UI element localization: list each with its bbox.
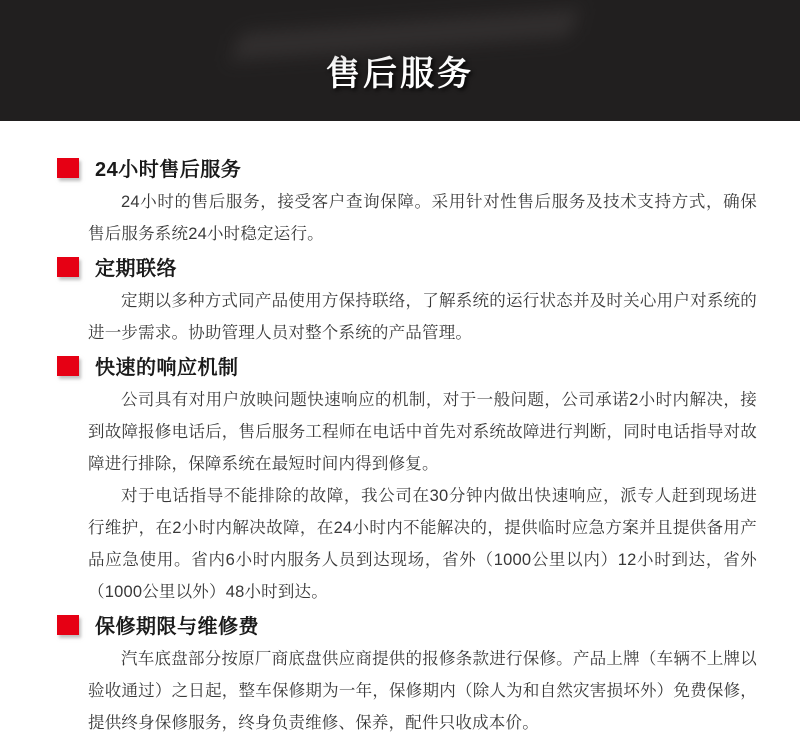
section-heading: 保修期限与维修费	[95, 616, 259, 638]
section-header	[57, 353, 757, 378]
section-body	[88, 186, 757, 250]
section-paragraph: 公司具有对用户放映问题快速响应的机制，对于一般问题，公司承诺2小时内解决，接到故障报修电话后，售后服务工程师在电话中首先对系统故障进行判断，同时电话指导对故障进行排除，保障系统在最短时间内得到修复。	[88, 391, 757, 473]
content-area	[0, 121, 800, 739]
section-regular-contact	[57, 254, 757, 349]
section-body	[88, 384, 757, 608]
section-warranty-terms	[57, 612, 757, 739]
section-heading: 定期联络	[95, 258, 177, 280]
red-square-bullet-icon	[57, 356, 79, 376]
section-rapid-response	[57, 353, 757, 608]
section-header	[57, 612, 757, 637]
section-paragraph: 24小时的售后服务，接受客户查询保障。采用针对性售后服务及技术支持方式，确保售后服务系统24小时稳定运行。	[88, 193, 757, 243]
red-square-bullet-icon	[57, 257, 79, 277]
section-header	[57, 155, 757, 180]
page-title: 售后服务	[326, 55, 474, 93]
section-body	[88, 285, 757, 349]
section-body	[88, 643, 757, 739]
section-paragraph: 定期以多种方式同产品使用方保持联络，了解系统的运行状态并及时关心用户对系统的进一步需求。协助管理人员对整个系统的产品管理。	[88, 292, 757, 342]
page-banner	[0, 0, 800, 121]
section-paragraph: 对于电话指导不能排除的故障，我公司在30分钟内做出快速响应，派专人赶到现场进行维护，在2小时内解决故障，在24小时内不能解决的，提供临时应急方案并且提供备用产品应急使用。省内6小时内服务人员到达现场，省外（1000公里以内）12小时到达，省外（1000公里以外）48小时到达。	[88, 487, 757, 601]
red-square-bullet-icon	[57, 158, 79, 178]
section-24h-after-sales	[57, 155, 757, 250]
section-heading: 24小时售后服务	[95, 159, 242, 181]
red-square-bullet-icon	[57, 615, 79, 635]
section-paragraph: 汽车底盘部分按原厂商底盘供应商提供的报修条款进行保修。产品上牌（车辆不上牌以验收通过）之日起，整车保修期为一年，保修期内（除人为和自然灾害损坏外）免费保修，提供终身保修服务，终身负责维修、保养，配件只收成本价。	[88, 650, 757, 732]
section-heading: 快速的响应机制	[95, 357, 239, 379]
section-header	[57, 254, 757, 279]
